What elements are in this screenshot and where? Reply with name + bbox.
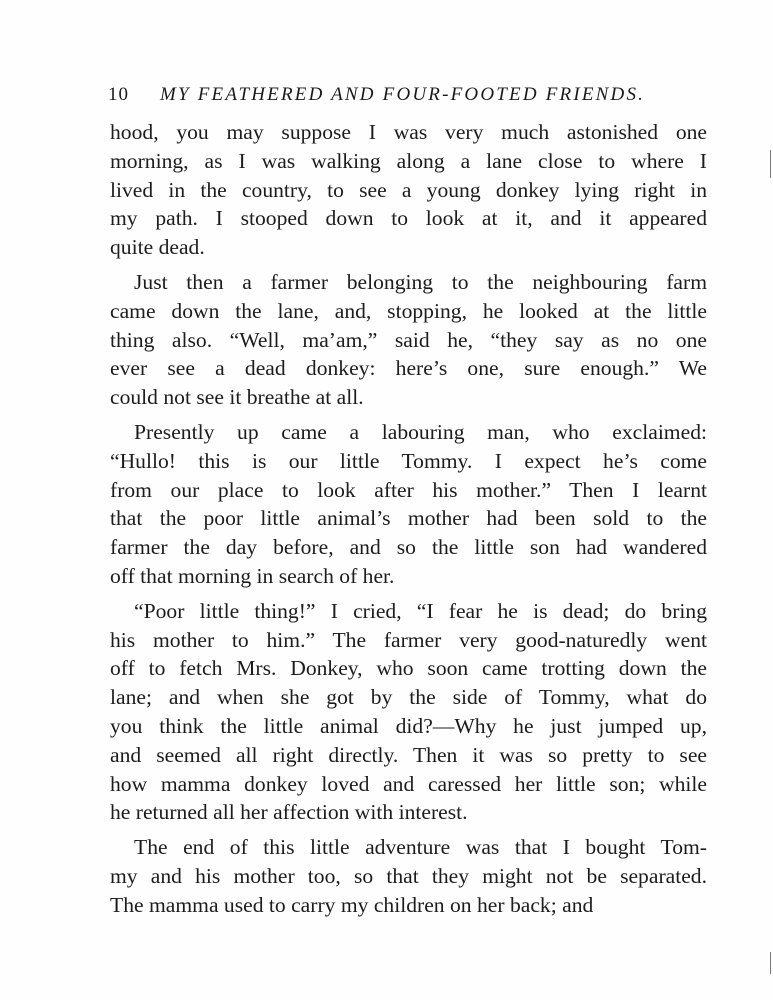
- running-title: MY FEATHERED AND FOUR-FOOTED FRIENDS.: [160, 84, 646, 105]
- text-line: lived in the country, to see a young donkey lying right in: [110, 177, 707, 202]
- text-line: how mamma donkey loved and caressed her little son; while: [110, 771, 707, 796]
- paragraph: [110, 418, 707, 591]
- text-line: my and his mother too, so that they might not be separated.: [110, 863, 707, 888]
- page-edge-mark: [770, 952, 771, 974]
- text-line: quite dead.: [110, 235, 205, 260]
- text-line: you think the little animal did?—Why he just jumped up,: [110, 713, 707, 738]
- text-line: thing also. “Well, ma’am,” said he, “they say as no one: [110, 327, 707, 352]
- page-header: [108, 84, 708, 110]
- text-line: Presently up came a labouring man, who exclaimed:: [134, 419, 707, 444]
- text-line: from our place to look after his mother.” Then I learnt: [110, 477, 707, 502]
- text-line: his mother to him.” The farmer very good-naturedly went: [110, 627, 707, 652]
- body-text: [110, 118, 707, 926]
- text-line: farmer the day before, and so the little son had wandered: [110, 535, 707, 560]
- text-line: he returned all her affection with interest.: [110, 800, 468, 825]
- text-line: my path. I stooped down to look at it, and it appeared: [110, 206, 707, 231]
- text-line: ever see a dead donkey: here’s one, sure enough.” We: [110, 356, 707, 381]
- text-line: “Hullo! this is our little Tommy. I expect he’s come: [110, 448, 707, 473]
- text-line: and seemed all right directly. Then it was so pretty to see: [110, 742, 707, 767]
- paragraph: [110, 118, 707, 262]
- paragraph: [110, 268, 707, 412]
- page-edge-mark: [770, 150, 771, 178]
- page-number: 10: [108, 84, 129, 105]
- text-line: “Poor little thing!” I cried, “I fear he is dead; do bring: [134, 598, 707, 623]
- text-line: came down the lane, and, stopping, he looked at the little: [110, 298, 707, 323]
- text-line: The mamma used to carry my children on her back; and: [110, 892, 594, 917]
- text-line: hood, you may suppose I was very much astonished one: [110, 120, 707, 144]
- text-line: that the poor little animal’s mother had been sold to the: [110, 506, 707, 531]
- text-line: morning, as I was walking along a lane close to where I: [110, 148, 707, 173]
- paragraph: [110, 597, 707, 827]
- text-line: The end of this little adventure was that I bought Tom-: [134, 835, 707, 860]
- paragraph: [110, 833, 707, 919]
- text-line: off that morning in search of her.: [110, 563, 395, 588]
- text-line: could not see it breathe at all.: [110, 385, 364, 410]
- text-line: Just then a farmer belonging to the neighbouring farm: [134, 269, 707, 294]
- text-line: off to fetch Mrs. Donkey, who soon came trotting down the: [110, 656, 707, 681]
- text-line: lane; and when she got by the side of Tommy, what do: [110, 685, 707, 710]
